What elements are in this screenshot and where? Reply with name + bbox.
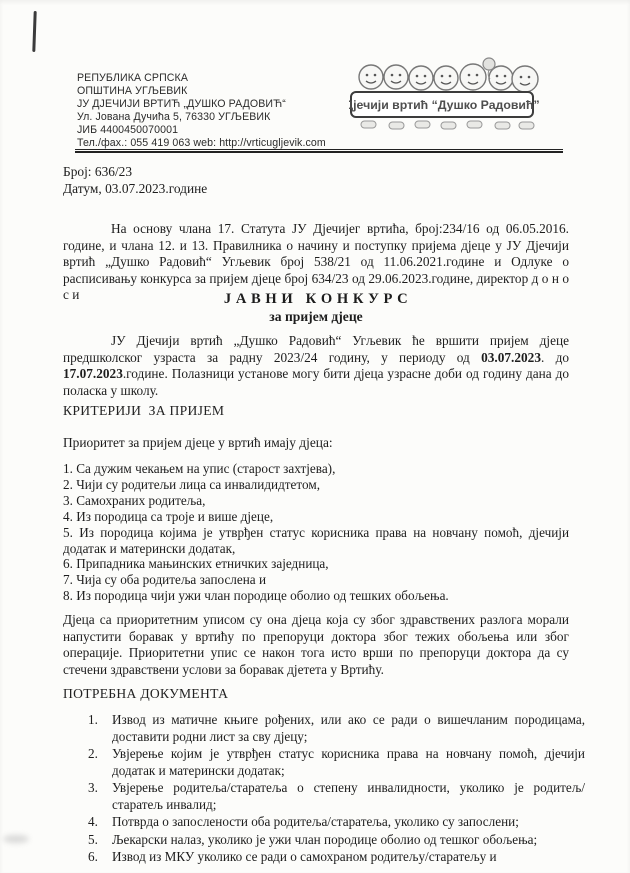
letterhead-municipality: ОПШТИНА УГЉЕВИК — [77, 84, 188, 97]
letterhead-address: Ул. Јована Дучића 5, 76330 УГЉЕВИК — [77, 110, 271, 123]
item-text: Чији су родитељи лица са инвалидидтетом, — [76, 476, 320, 492]
announcement-part2: . до — [540, 349, 570, 365]
item-number: 2. — [63, 476, 73, 492]
scan-artifact-mark — [32, 11, 36, 52]
documents-list — [88, 712, 585, 867]
criteria-list — [63, 461, 569, 604]
item-text: Из породица којима је утврђен статус корисника права на новчану помоћ, дјечији додатак и матерински додатак, — [63, 524, 570, 556]
item-text: Потврда о запослености оба родитеља/старатеља, уколико су запослени; — [112, 814, 519, 829]
item-number: 1. — [63, 461, 73, 476]
priority-note-paragraph: Дјеца са приоритетним уписом су она дјеца која су због здравствених разлога морали напустити боравак у вртићу по препоруци доктора због тежих обољења или због операције. Приоритетни упис се након тога исто врши по препоруци доктора да су стечени здравствени услови за боравак дјетета у Вртићу. — [63, 612, 569, 677]
item-text: Са дужим чекањем на упис (старост захтјева), — [76, 461, 336, 476]
letterhead-jib: ЈИБ 4400450070001 — [77, 123, 179, 136]
announcement-part1: ЈУ Дјечији вртић „Душко Радовић“ Угљевик ће вршити пријем дјеце предшколског узраста за радну 2023/24 годину, у периоду од — [63, 333, 569, 365]
item-text: Извод из МКУ уколико се ради о самохраном родитељу/старатељу и — [112, 849, 497, 864]
criteria-item — [63, 493, 569, 509]
documents-item — [88, 712, 585, 745]
kindergarten-logo — [349, 56, 545, 147]
item-text: Чија су оба родитеља запослена и — [76, 572, 267, 588]
documents-heading: ПОТРЕБНА ДОКУМЕНТА — [63, 686, 229, 701]
item-number: 3. — [88, 780, 98, 795]
kindergarten-logo-graphic — [349, 56, 545, 142]
documents-item — [88, 780, 585, 813]
document-subtitle: за пријем дјеце — [269, 309, 363, 324]
item-text: Извод из матичне књиге рођених, или ако се ради о вишечланим породицама, доставити родни лист за сву дјецу; — [112, 712, 585, 744]
scan-artifact-smudge — [3, 835, 29, 843]
item-number: 6. — [88, 849, 98, 864]
announcement-paragraph — [63, 333, 569, 399]
item-text: Увјерење којим је утврђен статус корисника права на новчану помоћ, дјечији додатак и матерински додатак; — [112, 746, 585, 778]
criteria-item — [63, 509, 569, 525]
item-text: Љекарски налаз, уколико је ужи члан породице оболио од тешког обољења; — [112, 831, 538, 847]
letterhead — [77, 72, 326, 149]
letterhead-divider — [75, 149, 563, 153]
documents-item — [88, 832, 585, 849]
letterhead-institution: ЈУ ДЈЕЧИЈИ ВРТИЋ „ДУШКО РАДОВИЋ“ — [77, 97, 286, 110]
item-number: 5. — [63, 524, 73, 540]
item-number: 7. — [63, 572, 73, 588]
documents-item — [88, 814, 585, 831]
item-number: 5. — [88, 831, 98, 847]
item-text: Увјерење родитеља/старатеља о степену инвалидности, уколико је родитељ/старатељ инвалид; — [112, 780, 585, 812]
announcement-part3: .године. Полазници установе могу бити дјеца узрасне доби од годину дана до поласка у школу. — [63, 366, 569, 398]
letterhead-contact: Тел./фах.: 055 419 063 web: http://vrticugljevik.com — [77, 136, 326, 149]
intro-paragraph: На основу члана 17. Статута ЈУ Дјечијег вртића, број:234/16 од 06.05.2016. године, и члана 12. и 13. Правилника о начину и поступку пријема дјеце у ЈУ Дјечији вртић „Душко Радовић“ Угљевик број 538/21 од 11.06.2021.године и Одлуке о расписивању конкурса за пријем дјеце број 634/23 од 29.06.2023.године, директор д о н о с и — [63, 221, 569, 303]
item-number: 4. — [63, 508, 73, 524]
document-date: Датум, 03.07.2023.године — [63, 180, 208, 196]
item-number: 4. — [88, 814, 98, 829]
criteria-item — [63, 588, 569, 604]
criteria-item — [63, 572, 569, 588]
documents-item — [88, 746, 585, 779]
item-number: 8. — [63, 588, 73, 604]
item-text: Из породица са троје и више дјеце, — [76, 508, 274, 524]
logo-banner-text: Дјечији вртић “Душко Радовић” — [349, 98, 540, 112]
document-number: Број: 636/23 — [63, 164, 133, 179]
reference-block — [63, 164, 207, 197]
item-text: Припадника мањинских етничких заједница, — [76, 556, 329, 572]
criteria-item — [63, 461, 569, 477]
letterhead-republic: РЕПУБЛИКА СРПСКА — [77, 72, 188, 84]
criteria-item — [63, 477, 569, 493]
item-number: 6. — [63, 556, 73, 572]
criteria-item — [63, 525, 569, 557]
enrollment-end-date: 17.07.2023 — [63, 366, 123, 382]
item-number: 3. — [63, 492, 73, 508]
document-title: Ј А В Н И К О Н К У Р С — [223, 291, 409, 307]
criteria-lead: Приоритет за пријем дјеце у вртић имају дјеца: — [63, 435, 333, 450]
item-text: Из породица чији ужи члан породице оболио од тешких обољења. — [76, 588, 449, 604]
criteria-item — [63, 556, 569, 572]
document-title-block — [63, 291, 569, 325]
item-number: 2. — [88, 746, 98, 761]
children-feet-icon — [361, 121, 534, 129]
enrollment-start-date: 03.07.2023 — [481, 349, 541, 365]
item-number: 1. — [88, 712, 98, 727]
documents-item — [88, 849, 585, 866]
children-faces-icon — [359, 64, 538, 92]
criteria-heading: КРИТЕРИЈИ ЗА ПРИЈЕМ — [63, 403, 225, 418]
item-text: Самохраних родитеља, — [76, 492, 206, 508]
